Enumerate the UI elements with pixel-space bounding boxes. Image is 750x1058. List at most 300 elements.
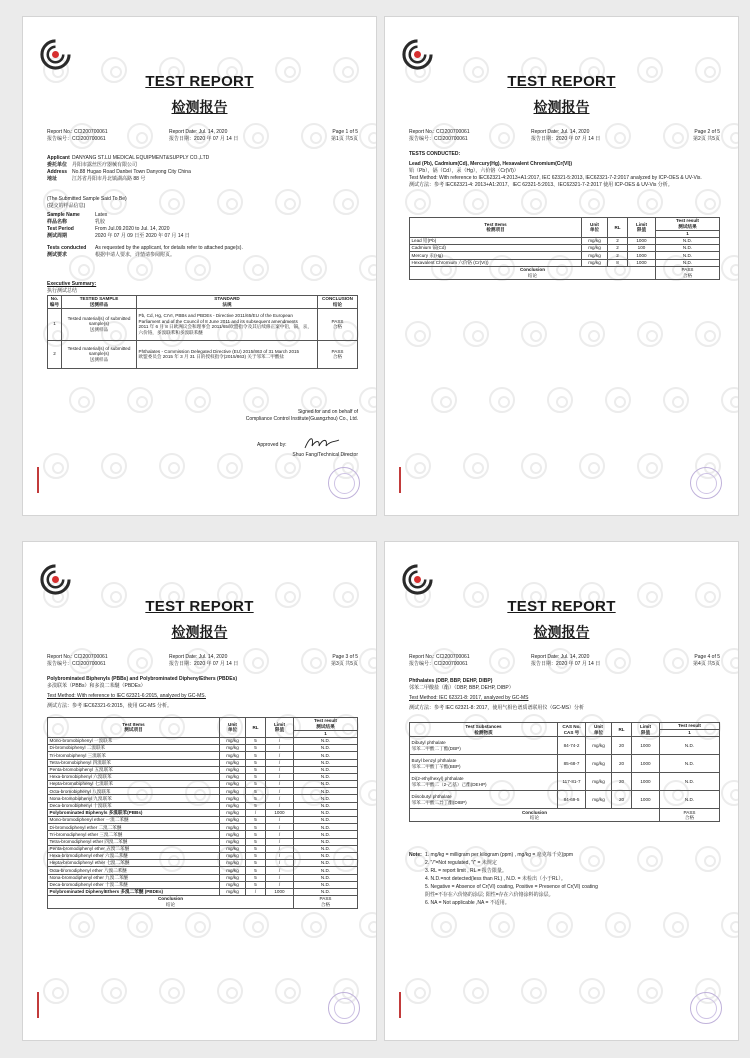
col-conclusion: CONCLUSION: [322, 296, 353, 302]
conclusion-value: PASS: [683, 809, 696, 815]
limit-cell: /: [266, 831, 294, 838]
rl-cell: 5: [246, 745, 266, 752]
test-item: Tetra-bromodiphenyl ether 四溴二苯醚: [48, 838, 220, 845]
limit-cell: /: [266, 773, 294, 780]
tests-section: [409, 678, 720, 712]
report-title-cn: 检测报告: [533, 99, 590, 115]
address: No.88 Hugao Road Danbei Town Danyong City China: [72, 169, 191, 175]
result-cell: N.D.: [294, 874, 358, 881]
result-cell: N.D.: [660, 737, 720, 755]
report-number-cn: 报告编号：CCI200700061: [409, 661, 468, 667]
summary-table: [47, 295, 358, 369]
test-item: Deca-bromobiphenyl 十溴联苯: [48, 802, 220, 809]
watermark-ring-icon: [463, 189, 489, 215]
tests-conducted: As requested by the applicant, for details refer to attached page(s).: [95, 245, 243, 251]
test-substance: [410, 773, 558, 791]
rl-cell: 5: [246, 802, 266, 809]
tested-sample-cn: 送测样品: [89, 357, 109, 363]
table-row: [48, 881, 358, 888]
watermark-ring-icon: [489, 387, 515, 413]
test-item: Penta-bromodiphenyl ether 五溴二苯醚: [48, 845, 220, 852]
rl-cell: 5: [246, 766, 266, 773]
address-label-cn: 地址: [47, 176, 58, 182]
watermark-ring-icon: [489, 912, 515, 938]
col-limit: Limit: [636, 221, 647, 227]
watermark-ring-icon: [579, 189, 605, 215]
limit-cell: /: [266, 781, 294, 788]
col-test-result-cn: 测试结果: [316, 723, 335, 729]
results-header-row: [410, 218, 720, 231]
test-period-label-cn: 测试周期: [47, 233, 68, 239]
report-title-en: TEST REPORT: [507, 598, 616, 615]
results-table-block: [409, 722, 720, 822]
test-substance: [410, 755, 558, 773]
unit-cell: mg/kg: [220, 766, 246, 773]
col-unit: Unit: [590, 221, 599, 227]
unit-cell: mg/kg: [582, 259, 608, 266]
result-cell: N.D.: [294, 845, 358, 852]
limit-cell: /: [266, 817, 294, 824]
rl-cell: /: [246, 888, 266, 895]
limit-cell: /: [266, 838, 294, 845]
watermark-ring-icon: [301, 912, 327, 938]
col-test-items-cn: 测试项目: [124, 727, 143, 733]
rl-cell: 20: [612, 773, 632, 791]
conclusion-row: [410, 809, 720, 822]
watermark-ring-icon: [405, 189, 431, 215]
note-item: 1. mg/kg = milligram per kilogram (ppm) , mg/kg = 毫克每千克(ppm: [425, 852, 574, 858]
watermark-ring-icon: [521, 189, 547, 215]
rl-cell: 5: [246, 860, 266, 867]
table-row: [48, 874, 358, 881]
table-row: [48, 759, 358, 766]
conclusion-label-cn: 结论: [529, 815, 540, 821]
address-label: Address: [47, 169, 68, 175]
tests-conducted-heading: TESTS CONDUCTED:: [409, 151, 461, 157]
watermark-ring-icon: [359, 255, 377, 281]
page-footer: [399, 992, 724, 1022]
rl-cell: 5: [246, 795, 266, 802]
test-item: Mono-bromodiphenyl ether 一溴二苯醚: [48, 817, 220, 824]
result-cell: N.D.: [294, 745, 358, 752]
result-cell: N.D.: [294, 809, 358, 816]
test-item: Polybrominated Biphenyls 多溴联苯(PBBs): [48, 809, 220, 816]
result-cell: N.D.: [294, 766, 358, 773]
notes-list: [409, 852, 720, 907]
report-meta: [47, 654, 358, 668]
tested-sample: Tested material(s) of submitted sample(s): [67, 345, 131, 357]
unit-cell: mg/kg: [220, 759, 246, 766]
results-table: [409, 217, 720, 280]
limit-cell: /: [266, 802, 294, 809]
page-number-cn: 第1页 共5页: [331, 136, 358, 142]
table-row: [48, 838, 358, 845]
limit-cell: 1000: [628, 252, 656, 259]
rl-cell: 20: [612, 755, 632, 773]
watermark-ring-icon: [359, 780, 377, 806]
result-cell: N.D.: [294, 737, 358, 744]
table-row: [48, 773, 358, 780]
unit-cell: mg/kg: [220, 802, 246, 809]
results-table: [409, 722, 720, 822]
test-item: Cadmium 镉(Cd): [410, 245, 582, 252]
table-row: [410, 755, 720, 773]
col-unit: Unit: [228, 721, 237, 727]
limit-cell: /: [266, 737, 294, 744]
test-item: Lead 铅(Pb): [410, 237, 582, 244]
watermark-ring-icon: [605, 912, 631, 938]
tests-section: [409, 151, 720, 189]
report-title-en: TEST REPORT: [507, 73, 616, 90]
result-cell: N.D.: [294, 788, 358, 795]
unit-cell: mg/kg: [586, 773, 612, 791]
col-tested-sample: TESTED SAMPLE: [79, 296, 119, 302]
unit-cell: mg/kg: [220, 788, 246, 795]
rl-cell: 2: [608, 245, 628, 252]
exec-summary-title-cn: 执行测试总结: [47, 288, 78, 294]
watermark-ring-icon: [721, 255, 739, 281]
col-limit-cn: 限值: [640, 729, 651, 735]
company-logo-icon: [40, 564, 71, 595]
table-row: [410, 252, 720, 259]
test-period-cn: 2020 年 07 月 09 日至 2020 年 07 月 14 日: [95, 233, 190, 239]
substance-name: Diisobutyl phthalate: [411, 794, 452, 800]
applicant-name-cn: 丹阳市露丝医疗器械有限公司: [72, 162, 138, 168]
note-item: 6. NA = Not applicable ,NA = 不适用。: [425, 900, 510, 906]
unit-cell: mg/kg: [220, 867, 246, 874]
test-item: Deca-bromodiphenyl ether 十溴二苯醚: [48, 881, 220, 888]
watermark-ring-icon: [359, 648, 377, 674]
watermark-ring-icon: [637, 189, 663, 215]
unit-cell: mg/kg: [220, 888, 246, 895]
limit-cell: /: [266, 766, 294, 773]
section-heading: Phthalates (DBP, BBP, DEHP, DIBP): [409, 678, 493, 684]
section-heading: Polybrominated Biphenyls (PBBs) and Polybrominated DiphenylEthers (PBDEs): [47, 676, 238, 682]
table-row: [410, 773, 720, 791]
row-no: 1: [48, 308, 62, 340]
table-row: [48, 824, 358, 831]
rl-cell: 5: [246, 737, 266, 744]
page-number: Page 3 of 5: [332, 654, 358, 660]
report-meta: [409, 654, 720, 668]
results-header-row: [410, 723, 720, 730]
substance-name-cn: 邻苯二甲酸二丁酯(DBP): [411, 745, 461, 751]
results-header-row: [48, 718, 358, 731]
result-cell: N.D.: [294, 802, 358, 809]
approver-name: Shuo Fang/Technical Director: [292, 452, 358, 458]
report-title-en: TEST REPORT: [145, 598, 254, 615]
report-page-3: [22, 541, 377, 1041]
watermark-ring-icon: [663, 912, 689, 938]
col-unit-cn: 单位: [227, 727, 238, 733]
rl-cell: 2: [608, 237, 628, 244]
limit-cell: 1000: [632, 773, 660, 791]
col-cas: CAS No.: [562, 724, 581, 730]
limit-cell: /: [266, 752, 294, 759]
limit-cell: /: [266, 860, 294, 867]
company-logo-icon: [40, 39, 71, 70]
rl-cell: 5: [246, 788, 266, 795]
test-item: Nona-bromodiphenyl ether 九溴二苯醚: [48, 874, 220, 881]
limit-cell: 1000: [632, 755, 660, 773]
limit-cell: /: [266, 745, 294, 752]
test-item: Hepta-bromodiphenyl ether 七溴二苯醚: [48, 860, 220, 867]
unit-cell: mg/kg: [220, 795, 246, 802]
watermark-ring-icon: [721, 648, 739, 674]
conclusion-value-cn: 合格: [682, 272, 693, 278]
result-cell: N.D.: [294, 852, 358, 859]
test-method-cn: 测试方法：参考 IEC62321-6:2015，使用 GC-MS 分析。: [47, 703, 173, 709]
watermark-ring-icon: [547, 912, 573, 938]
substance-name: Butyl benzyl phthalate: [411, 758, 457, 764]
rl-cell: 5: [246, 838, 266, 845]
table-row: [410, 791, 720, 809]
page-footer: [37, 992, 362, 1022]
table-row: [48, 340, 358, 368]
limit-cell: /: [266, 788, 294, 795]
tests-conducted-label-cn: 测试要求: [47, 252, 68, 258]
result-cell: N.D.: [294, 888, 358, 895]
unit-cell: mg/kg: [220, 852, 246, 859]
col-rl: RL: [608, 218, 628, 238]
table-row: [48, 745, 358, 752]
report-page-4: [384, 541, 739, 1041]
signed-for: Signed for and on behalf of: [297, 409, 358, 415]
results-table-block: [47, 717, 358, 909]
page-number: Page 2 of 5: [694, 129, 720, 135]
company-logo-icon: [402, 39, 433, 70]
limit-cell: /: [266, 824, 294, 831]
test-item: Hexa-bromobiphenyl 六溴联苯: [48, 773, 220, 780]
report-title-cn: 检测报告: [171, 99, 228, 115]
col-sample-no: 1: [656, 230, 720, 237]
result-cell: N.D.: [294, 759, 358, 766]
watermark-ring-icon: [695, 321, 721, 347]
limit-cell: /: [266, 759, 294, 766]
test-substance: [410, 737, 558, 755]
standard-text-cn: 2011 年 6 月 8 日欧洲议会和理事会 2011/65/欧盟指令及其后续修正案中铅，镉，汞，六价铬，多溴联苯和多溴联苯醚: [138, 324, 312, 335]
result-cell: N.D.: [294, 824, 358, 831]
report-date: Report Date: Jul. 14, 2020: [169, 129, 228, 135]
unit-cell: mg/kg: [582, 252, 608, 259]
table-row: [48, 752, 358, 759]
conclusion: PASS: [331, 348, 344, 354]
substance-name: Dibutyl phthalate: [411, 740, 446, 746]
limit-cell: 1000: [266, 809, 294, 816]
address-cn: 江苏省丹阳市丹北镇湖高路 88 号: [72, 176, 146, 182]
footer-accent-bar: [399, 992, 401, 1018]
limit-cell: /: [266, 852, 294, 859]
col-no-cn: 编号: [49, 301, 60, 307]
section-heading-cn: 邻苯二甲酸盐（酯）（DBP, BBP, DEHP, DIBP）: [409, 685, 514, 691]
conclusion-value: PASS: [681, 267, 694, 273]
result-cell: N.D.: [294, 773, 358, 780]
watermark-ring-icon: [721, 780, 739, 806]
result-cell: N.D.: [294, 860, 358, 867]
col-limit: Limit: [640, 724, 651, 730]
table-row: [48, 737, 358, 744]
result-cell: N.D.: [294, 838, 358, 845]
table-row: [48, 831, 358, 838]
section-heading-cn: 多溴联苯（PBBs）和多溴二苯醚（PBDEs）: [47, 683, 146, 689]
report-page-1: [22, 16, 377, 516]
col-test-items-cn: 检测项目: [486, 227, 505, 233]
watermark-ring-icon: [605, 387, 631, 413]
test-period-label: Test Period: [47, 226, 74, 232]
result-cell: N.D.: [294, 795, 358, 802]
conclusion-label: Conclusion: [519, 267, 545, 273]
rl-cell: 5: [246, 881, 266, 888]
footer-accent-bar: [37, 467, 39, 493]
result-cell: N.D.: [656, 259, 720, 266]
col-test-result-cn: 测试结果: [678, 223, 697, 229]
report-number: Report No.: CCI200700061: [47, 654, 108, 660]
report-number-cn: 报告编号：CCI200700061: [47, 661, 106, 667]
test-item: Tri-bromodiphenyl ether 三溴二苯醚: [48, 831, 220, 838]
watermark-ring-icon: [185, 912, 211, 938]
col-rl: RL: [246, 718, 266, 738]
rl-cell: 8: [608, 259, 628, 266]
page-number-cn: 第4页 共5页: [693, 661, 720, 667]
limit-cell: /: [266, 845, 294, 852]
summary-header-row: [48, 296, 358, 309]
rl-cell: 5: [246, 773, 266, 780]
limit-cell: /: [266, 795, 294, 802]
col-test-result: Test result: [314, 718, 337, 724]
col-tested-sample-cn: 送测样品: [89, 301, 109, 307]
unit-cell: mg/kg: [586, 755, 612, 773]
watermark-ring-icon: [463, 321, 489, 347]
col-limit: Limit: [274, 721, 285, 727]
result-cell: N.D.: [656, 237, 720, 244]
col-test-items: Test Items: [484, 221, 507, 227]
note-label: Note:: [409, 852, 422, 858]
table-row: [410, 245, 720, 252]
report-number-cn: 报告编号：CCI200700061: [47, 136, 106, 142]
col-unit-cn: 单位: [593, 729, 604, 735]
limit-cell: 100: [628, 245, 656, 252]
unit-cell: mg/kg: [220, 817, 246, 824]
approved-by-label: Approved by:: [257, 442, 287, 448]
report-number: Report No.: CCI200700061: [409, 654, 470, 660]
table-row: [410, 237, 720, 244]
limit-cell: 1000: [266, 888, 294, 895]
report-meta: [47, 129, 358, 143]
col-limit-cn: 限值: [636, 227, 647, 233]
unit-cell: mg/kg: [220, 824, 246, 831]
col-unit-cn: 单位: [589, 227, 600, 233]
col-limit-cn: 限值: [274, 727, 285, 733]
watermark-ring-icon: [663, 387, 689, 413]
tested-sample-cn: 送测样品: [89, 327, 109, 333]
substance-name-cn: 邻苯二甲酸丁苄酯(BBP): [411, 763, 461, 769]
report-meta: [409, 129, 720, 143]
signing-organization: Compliance Control Institute(Guangzhou) Co., Ltd.: [245, 416, 358, 422]
col-sample-no: 1: [294, 730, 358, 737]
result-cell: N.D.: [660, 791, 720, 809]
watermark-ring-icon: [721, 912, 739, 938]
table-row: [410, 259, 720, 266]
test-method: Test Method: IEC 62321-8: 2017, analyzed by GC-MS: [409, 695, 529, 701]
col-unit: Unit: [594, 724, 603, 730]
conclusion-label: Conclusion: [521, 809, 547, 815]
watermark-ring-icon: [721, 387, 739, 413]
sample-name-label-cn: 样品名称: [47, 219, 68, 225]
col-rl: RL: [612, 723, 632, 737]
conclusion-label-cn: 结论: [165, 901, 176, 907]
table-row: [48, 845, 358, 852]
watermark-ring-icon: [431, 387, 457, 413]
table-row: [48, 888, 358, 895]
results-table: [47, 717, 358, 909]
report-number: Report No.: CCI200700061: [47, 129, 108, 135]
cas-cell: 117-81-7: [558, 773, 586, 791]
unit-cell: mg/kg: [220, 809, 246, 816]
seal-stamp-icon: [690, 992, 722, 1024]
result-cell: N.D.: [660, 773, 720, 791]
test-method-cn: 测试方法：参考 IEC 62321-8: 2017，使用气相色谱质谱联用仪（GC-MS）分析: [409, 705, 585, 711]
watermark-ring-icon: [637, 321, 663, 347]
note-item: 阴性=不存在六价铬的涂层; 阳性=存在六价铬涂料的涂层。: [425, 892, 554, 898]
rl-cell: 5: [246, 831, 266, 838]
conclusion-value-cn: 合格: [684, 815, 695, 821]
unit-cell: mg/kg: [586, 791, 612, 809]
table-row: [48, 802, 358, 809]
test-item: Hepta-bromobiphenyl 七溴联苯: [48, 781, 220, 788]
seal-stamp-icon: [328, 992, 360, 1024]
watermark-ring-icon: [359, 912, 377, 938]
unit-cell: mg/kg: [220, 874, 246, 881]
report-date: Report Date: Jul. 14, 2020: [531, 129, 590, 135]
report-title-cn: 检测报告: [171, 624, 228, 640]
watermark-ring-icon: [127, 912, 153, 938]
unit-cell: mg/kg: [220, 752, 246, 759]
watermark-ring-icon: [405, 321, 431, 347]
limit-cell: 1000: [628, 237, 656, 244]
rl-cell: 5: [246, 867, 266, 874]
rl-cell: 2: [608, 252, 628, 259]
applicant-block: [47, 155, 358, 183]
applicant-label: Applicant: [47, 155, 70, 161]
table-row: [410, 737, 720, 755]
test-item: Di-bromodiphenyl ether 二溴二苯醚: [48, 824, 220, 831]
watermark-ring-icon: [521, 321, 547, 347]
watermark-ring-icon: [69, 912, 95, 938]
page-footer: [37, 467, 362, 497]
rl-cell: 5: [246, 781, 266, 788]
table-row: [48, 795, 358, 802]
section-heading: Lead (Pb), Cadmium(Cd), Mercury(Hg), Hexavalent Chromium(Cr(VI)): [409, 161, 573, 167]
rl-cell: 5: [246, 845, 266, 852]
conclusion: PASS: [331, 318, 344, 324]
result-cell: N.D.: [294, 831, 358, 838]
unit-cell: mg/kg: [220, 860, 246, 867]
test-item: Di-bromobiphenyl 二溴联苯: [48, 745, 220, 752]
report-title-cn: 检测报告: [533, 624, 590, 640]
row-no: 2: [48, 340, 62, 368]
result-cell: N.D.: [294, 781, 358, 788]
test-substance: [410, 791, 558, 809]
unit-cell: mg/kg: [220, 838, 246, 845]
executive-summary: [47, 281, 358, 369]
test-item: Octa-bromobiphenyl 八溴联苯: [48, 788, 220, 795]
conclusion-row: [410, 266, 720, 279]
cas-cell: 84-74-2: [558, 737, 586, 755]
tested-sample: Tested material(s) of submitted sample(s): [67, 315, 131, 327]
unit-cell: mg/kg: [220, 845, 246, 852]
tests-section: [47, 676, 358, 710]
test-item: Tri-bromobiphenyl 三溴联苯: [48, 752, 220, 759]
